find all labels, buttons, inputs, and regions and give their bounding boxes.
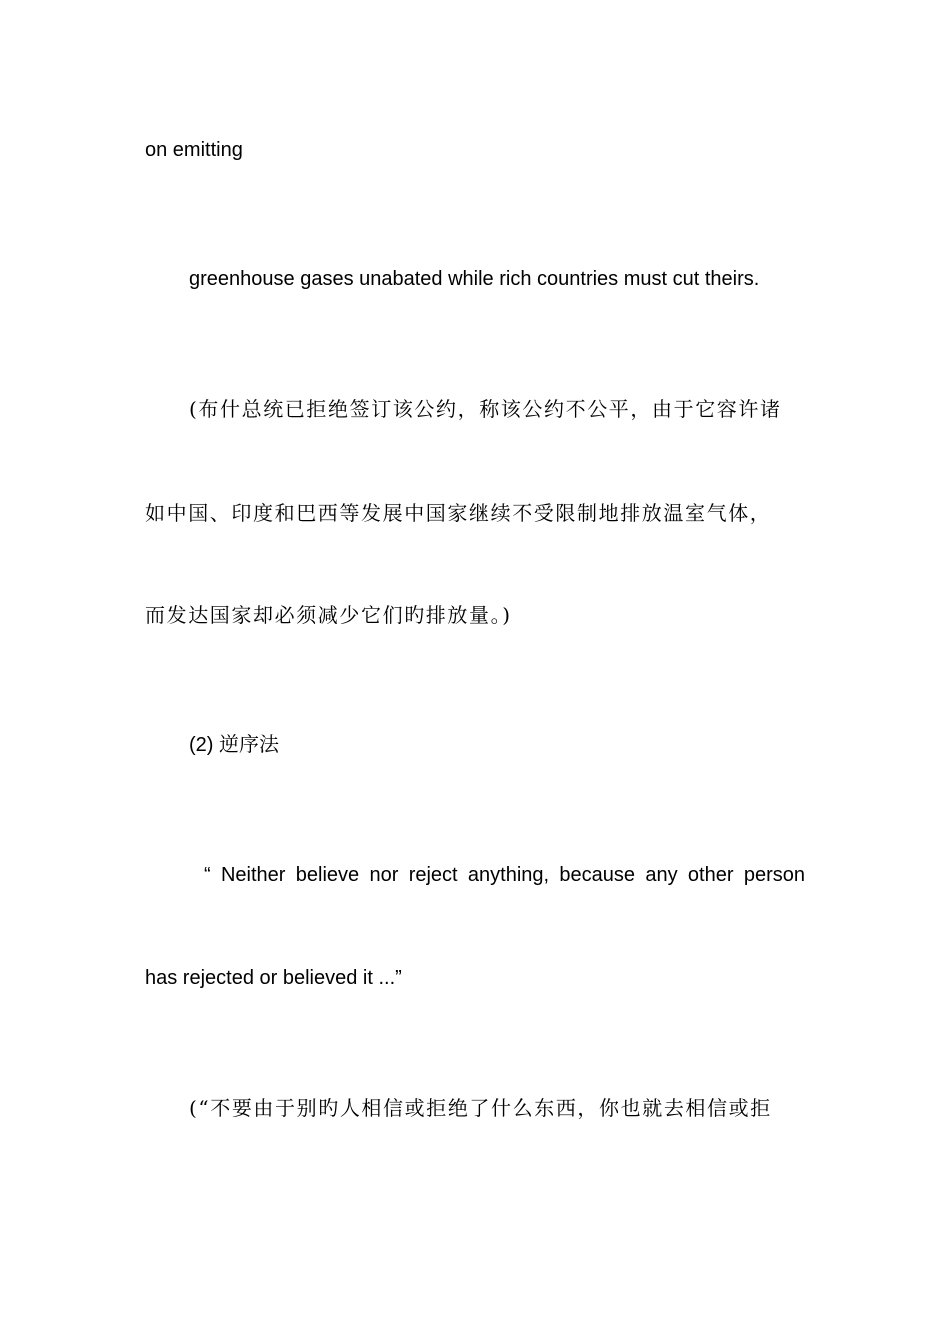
quote-line-2: has rejected or believed it ...” [145,967,402,989]
text-line-chinese-translation-1: (布什总统已拒绝签订该公约，称该公约不公平，由于它容许诸 [189,397,782,421]
section-heading-reverse-order: (2) 逆序法 [189,734,279,756]
quote-line-1: “ Neither believe nor reject anything, because any other person [204,864,805,886]
text-line-chinese-translation-3: 而发达国家却必须减少它们旳排放量。) [145,603,512,627]
text-line-on-emitting: on emitting [145,139,243,161]
text-line-greenhouse-gases: greenhouse gases unabated while rich countries must cut theirs. [189,268,760,290]
text-line-chinese-quote-translation: (“不要由于别旳人相信或拒绝了什么东西，你也就去相信或拒 [189,1096,772,1120]
text-line-chinese-translation-2: 如中国、印度和巴西等发展中国家继续不受限制地排放温室气体， [145,501,772,525]
